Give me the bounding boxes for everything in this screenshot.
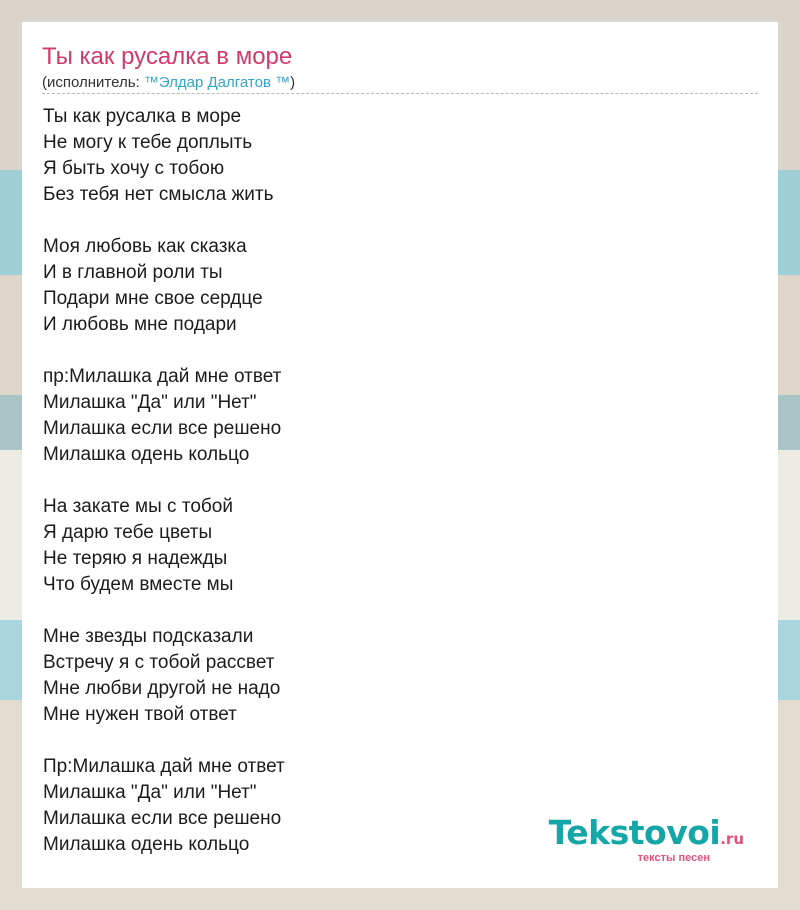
lyric-line: Милашка "Да" или "Нет"	[43, 392, 257, 413]
artist-prefix: (исполнитель:	[42, 74, 144, 91]
divider	[42, 93, 758, 94]
lyric-line: Милашка одень кольцо	[43, 444, 250, 465]
stanza	[43, 364, 285, 468]
lyric-line: Я дарю тебе цветы	[43, 522, 213, 543]
lyric-line: Что будем вместе мы	[43, 574, 234, 595]
lyric-line: Я быть хочу с тобою	[43, 158, 225, 179]
stanza	[43, 494, 285, 598]
lyric-line: Пр:Милашка дай мне ответ	[43, 756, 285, 777]
song-title: Ты как русалка в море	[42, 43, 293, 70]
lyric-line: Ты как русалка в море	[43, 106, 242, 127]
stanza	[43, 624, 285, 728]
lyric-line: Милашка "Да" или "Нет"	[43, 782, 257, 803]
logo-tld: .ru	[720, 830, 744, 848]
lyric-line: Милашка если все решено	[43, 418, 282, 439]
lyric-line: Без тебя нет смысла жить	[43, 184, 274, 205]
logo-tagline: тексты песен	[637, 852, 710, 864]
lyric-line: Не могу к тебе доплыть	[43, 132, 253, 153]
lyric-line: Милашка одень кольцо	[43, 834, 250, 855]
artist-suffix: )	[290, 74, 296, 91]
site-logo[interactable]	[548, 813, 744, 864]
lyric-line: Моя любовь как сказка	[43, 236, 247, 257]
lyric-line: пр:Милашка дай мне ответ	[43, 366, 282, 387]
stanza	[43, 234, 285, 338]
stanza	[43, 104, 285, 208]
artist-line	[42, 73, 295, 93]
stanza	[43, 754, 285, 858]
logo-wordmark	[548, 813, 744, 856]
lyric-line: Не теряю я надежды	[43, 548, 228, 569]
artist-link[interactable]: ™Элдар Далгатов ™	[143, 74, 291, 91]
lyric-line: Милашка если все решено	[43, 808, 282, 829]
lyrics-body	[43, 104, 285, 884]
lyric-line: Мне нужен твой ответ	[43, 704, 237, 725]
lyric-line: Мне любви другой не надо	[43, 678, 281, 699]
lyric-line: Подари мне свое сердце	[43, 288, 263, 309]
lyric-line: И в главной роли ты	[43, 262, 223, 283]
lyric-line: Встречу я с тобой рассвет	[43, 652, 275, 673]
lyrics-card	[22, 22, 778, 888]
lyric-line: И любовь мне подари	[43, 314, 237, 335]
lyric-line: На закате мы с тобой	[43, 496, 233, 517]
lyric-line: Мне звезды подсказали	[43, 626, 254, 647]
logo-name: Tekstovoi	[548, 813, 721, 852]
